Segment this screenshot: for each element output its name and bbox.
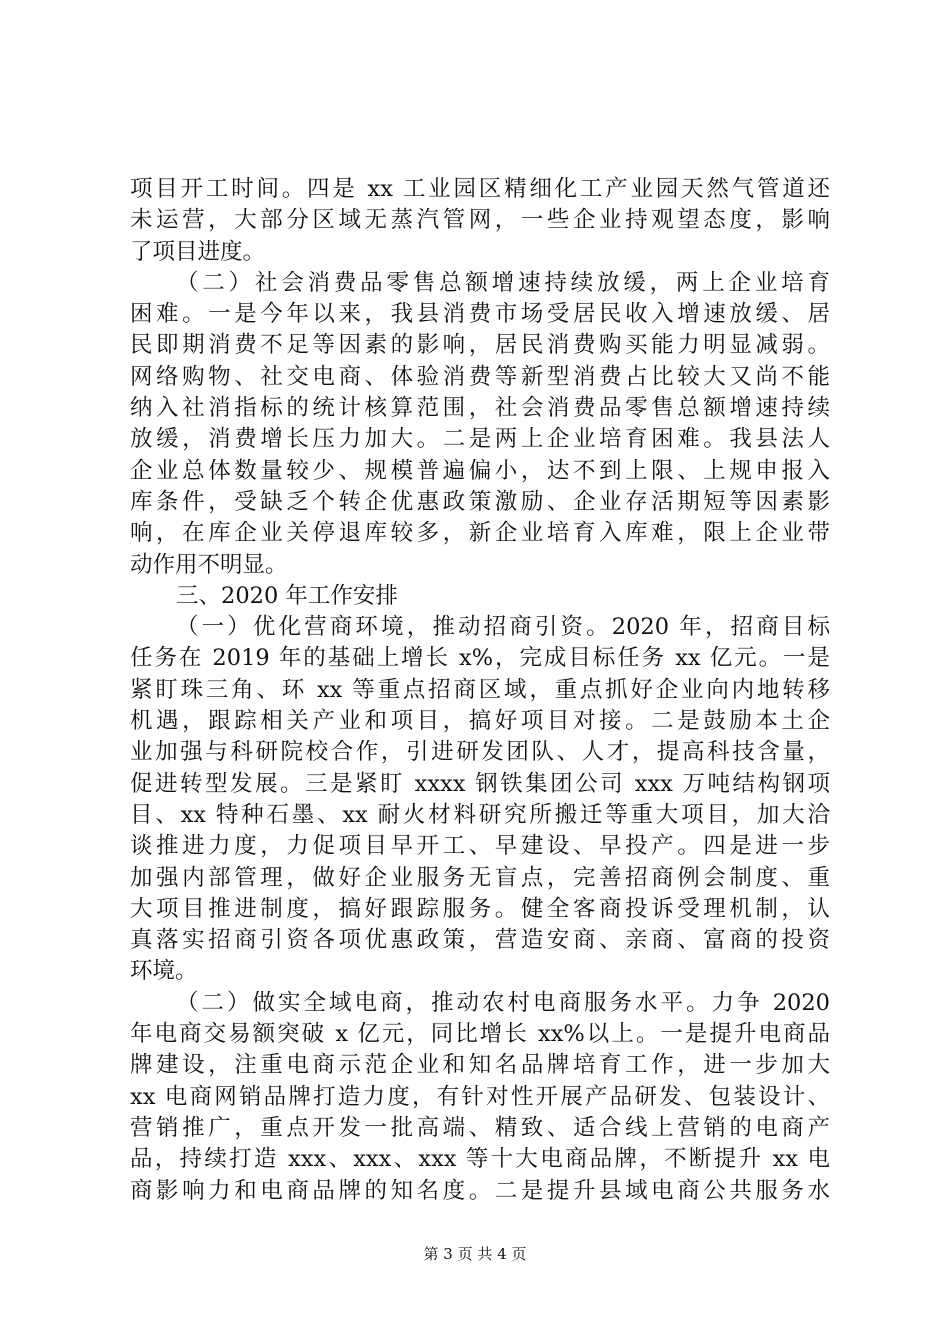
text-line: 商影响力和电商品牌的知名度。二是提升县域电商公共服务水	[130, 1177, 830, 1204]
text-line: 环境。	[130, 958, 198, 985]
text-line: 放缓，消费增长压力加大。二是两上企业培育困难。我县法人	[130, 426, 830, 453]
text-line: 营销推广，重点开发一批高端、精致、适合线上营销的电商产	[130, 1114, 830, 1141]
text-line: 机遇，跟踪相关产业和项目，搞好项目对接。二是鼓励本土企	[130, 708, 830, 735]
document-body	[130, 174, 830, 1207]
text-line: 目、xx 特种石墨、xx 耐火材料研究所搬迁等重大项目，加大洽	[130, 801, 830, 828]
text-line: 动作用不明显。	[130, 551, 288, 578]
text-line: 促进转型发展。三是紧盯 xxxx 钢铁集团公司 xxx 万吨结构钢项	[130, 770, 830, 797]
text-line: 纳入社消指标的统计核算范围，社会消费品零售总额增速持续	[130, 395, 830, 422]
text-line: 网络购物、社交电商、体验消费等新型消费占比较大又尚不能	[130, 363, 830, 390]
text-line: 民即期消费不足等因素的影响，居民消费购买能力明显减弱。	[130, 332, 830, 359]
text-line: 紧盯珠三角、环 xx 等重点招商区域，重点抓好企业向内地转移	[130, 676, 830, 703]
text-line: 响，在库企业关停退库较多，新企业培育入库难，限上企业带	[130, 520, 830, 547]
text-line: 牌建设，注重电商示范企业和知名品牌培育工作，进一步加大	[130, 1052, 830, 1079]
page-footer: 第 3 页 共 4 页	[423, 1245, 527, 1263]
text-line: 了项目进度。	[130, 238, 266, 265]
text-line: 企业总体数量较少、规模普遍偏小，达不到上限、上规申报入	[130, 457, 830, 484]
text-line: xx 电商网销品牌打造力度，有针对性开展产品研发、包装设计、	[130, 1083, 830, 1110]
text-line: 真落实招商引资各项优惠政策，营造安商、亲商、富商的投资	[130, 927, 830, 954]
text-line: （一）优化营商环境，推动招商引资。2020 年，招商目标	[176, 614, 830, 641]
text-line: 未运营，大部分区域无蒸汽管网，一些企业持观望态度，影响	[130, 207, 830, 234]
text-line: 任务在 2019 年的基础上增长 x%，完成目标任务 xx 亿元。一是	[130, 645, 830, 672]
text-line: 大项目推进制度，搞好跟踪服务。健全客商投诉受理机制，认	[130, 895, 830, 922]
text-line: （二）做实全域电商，推动农村电商服务水平。力争 2020	[176, 989, 830, 1016]
text-line: 三、2020 年工作安排	[176, 582, 398, 609]
text-line: 项目开工时间。四是 xx 工业园区精细化工产业园天然气管道还	[130, 176, 830, 202]
text-line: 年电商交易额突破 x 亿元，同比增长 xx%以上。一是提升电商品	[130, 1021, 830, 1048]
text-line: 品，持续打造 xxx、xxx、xxx 等十大电商品牌，不断提升 xx 电	[130, 1146, 830, 1173]
text-line: 谈推进力度，力促项目早开工、早建设、早投产。四是进一步	[130, 833, 830, 860]
text-line: 加强内部管理，做好企业服务无盲点，完善招商例会制度、重	[130, 864, 830, 891]
text-line: 业加强与科研院校合作，引进研发团队、人才，提高科技含量，	[130, 739, 830, 766]
text-line: （二）社会消费品零售总额增速持续放缓，两上企业培育	[176, 269, 830, 296]
text-line: 库条件，受缺乏个转企优惠政策激励、企业存活期短等因素影	[130, 488, 830, 515]
text-line: 困难。一是今年以来，我县消费市场受居民收入增速放缓、居	[130, 301, 830, 328]
